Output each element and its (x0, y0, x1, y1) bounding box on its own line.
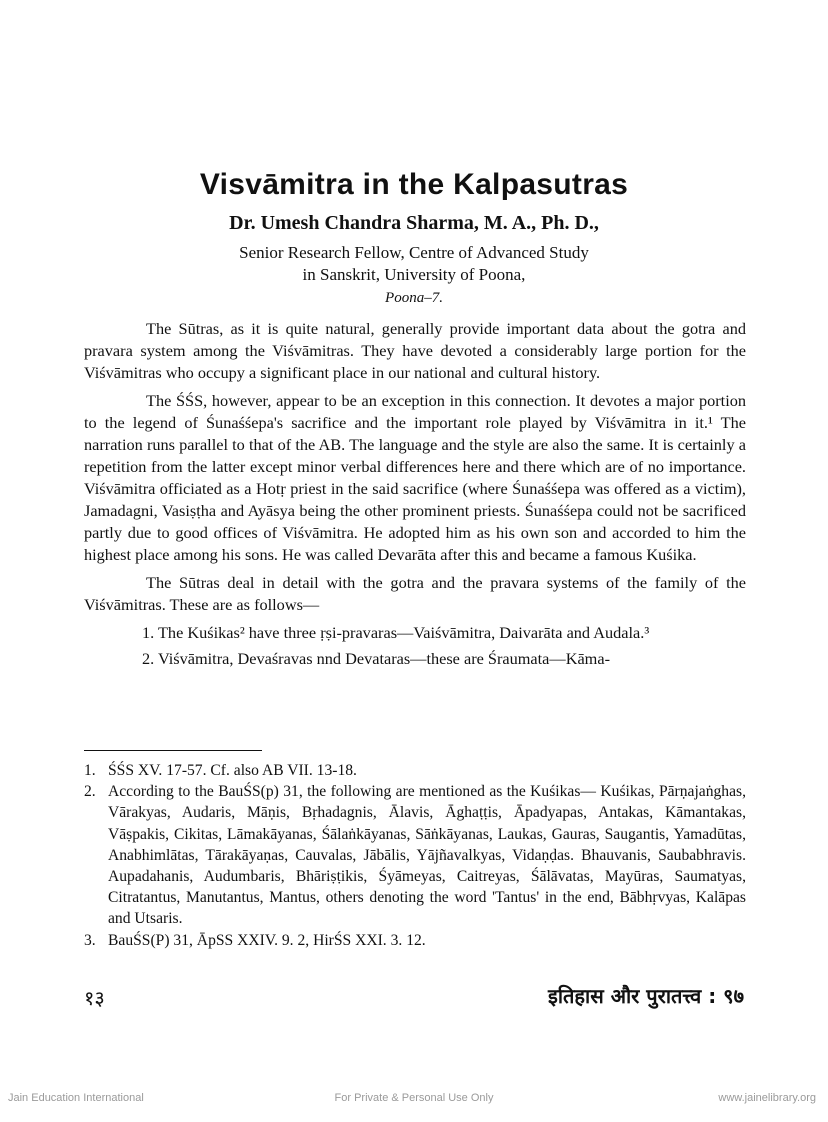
body-list-item-2: 2. Viśvāmitra, Devaśravas nnd Devataras—these are Śraumata—Kāma- (142, 649, 610, 668)
article-body (84, 318, 746, 674)
footnote (84, 930, 746, 951)
footnote (84, 760, 746, 781)
body-paragraph-2: The ŚŚS, however, appear to be an exception in this connection. It devotes a major portion to the legend of Śunaśśepa's sacrifice and the important role played by Viśvāmitra in it.¹ The narration runs parallel to that of the AB. The language and the style are also the same. It is certainly a repetition from the latter except minor verbal differences here and there which are of no importance. Viśvāmitra officiated as a Hotṛ priest in the said sacrifice (where Śunaśśepa was offered as a victim), Jamadagni, Vasiṣṭha and Ayāsya being the other prominent priests. Śunaśśepa could not be sacrificed partly due to good offices of Viśvāmitra. He adopted him as his own son and accorded to him the highest place among his sons. He was called Devarāta after this and became a famous Kuśika. (84, 391, 746, 564)
library-bottom-bar (0, 1092, 828, 1112)
body-paragraph-1: The Sūtras, as it is quite natural, generally provide important data about the gotra and pravara system among the Viśvāmitras. They have devoted a considerably large portion for the Viśvāmitras who occupy a significant place in our national and cultural history. (84, 319, 746, 382)
footnote-text: ŚŚS XV. 17-57. Cf. also AB VII. 13-18. (108, 762, 357, 779)
footnote-divider (84, 750, 262, 751)
bottom-bar-right-link[interactable]: www.jainelibrary.org (718, 1092, 816, 1104)
footnote-number: 2. (84, 783, 96, 801)
body-list-item-1: 1. The Kuśikas² have three ṛṣi-pravaras—Vaiśvāmitra, Daivarāta and Audala.³ (142, 623, 650, 642)
journal-running-footer: इतिहास और पुरातत्त्व : ९७ (548, 984, 744, 1008)
footnotes (84, 760, 746, 951)
article-title: Visvāmitra in the Kalpasutras (199, 168, 629, 201)
footnote-number: 1. (84, 762, 96, 779)
article-author: Dr. Umesh Chandra Sharma, M. A., Ph. D., (229, 212, 599, 234)
author-affiliation-line2: in Sanskrit, University of Poona, (302, 265, 526, 284)
bottom-bar-left-text: Jain Education International (8, 1092, 144, 1104)
bottom-bar-center-text: For Private & Personal Use Only (334, 1092, 494, 1104)
body-paragraph-3: The Sūtras deal in detail with the gotra and the pravara systems of the family of the Viśvāmitras. These are as follows— (84, 573, 746, 614)
footnote-number: 3. (84, 931, 96, 949)
author-affiliation-line1: Senior Research Fellow, Centre of Advanced Study (239, 243, 589, 262)
author-place: Poona–7. (385, 290, 443, 306)
footnote (84, 781, 746, 929)
footnote-text: According to the BauŚS(p) 31, the following are mentioned as the Kuśikas— Kuśikas, Pārṇajaṅghas, Vārakyas, Audaris, Māṇis, Bṛhadagnis, Ālavis, Āghaṭṭis, Āpadyapas, Antakas, Kāmantakas, Vāṣpakis, Cikitas, Lāmakāyanas, Śālaṅkāyanas, Sāṅkāyanas, Laukas, Gauras, Saugantis, Yamadūtas, Anabhimlātas, Tārakāyaṇas, Cauvalas, Jābālis, Yājñavalkyas, Vidaṇḍas. Bhauvanis, Saubabhravis. Aupadahanis, Audumbaris, Bhāriṣṭikis, Śyāmeyas, Caitreyas, Śālāvatas, Mayūras, Saumatyas, Citratantus, Manutantus, Mantus, others denoting the word 'Tantus' in the end, Bābhṛvyas, Kalāpas and Utsaris. (108, 783, 746, 928)
footnote-text: BauŚS(P) 31, ĀpSS XXIV. 9. 2, HirŚS XXI. 3. 12. (108, 931, 426, 949)
page-number: १३ (84, 986, 105, 1010)
